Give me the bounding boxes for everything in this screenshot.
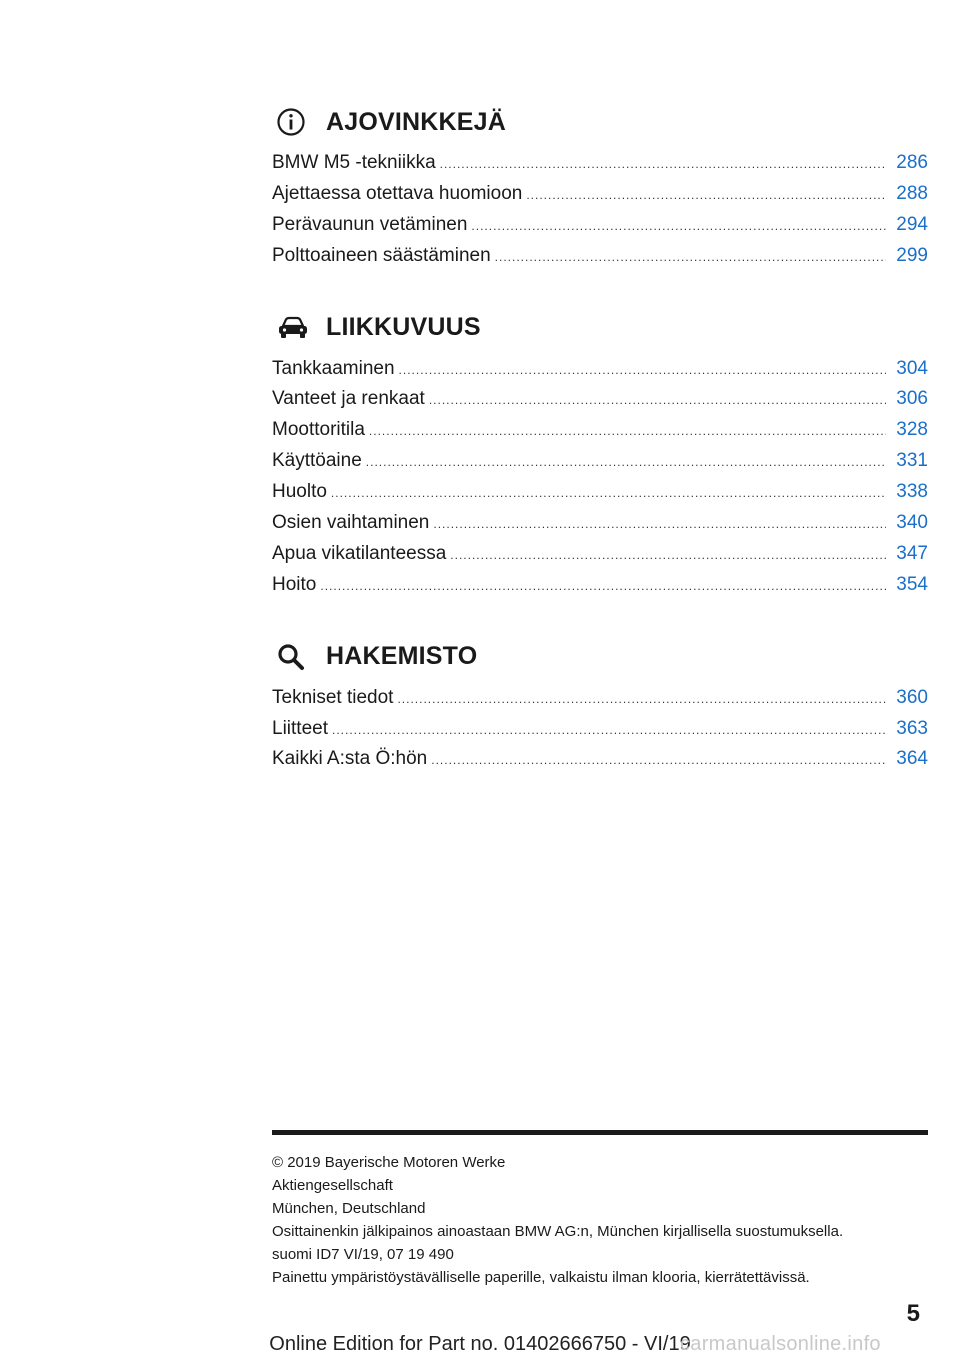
entry-label: Osien vaihtaminen <box>272 512 430 534</box>
section-liikkuvuus <box>272 306 928 601</box>
toc-entry[interactable] <box>272 570 928 601</box>
imprint-line: Aktiengesellschaft <box>272 1177 393 1194</box>
toc-entry[interactable] <box>272 179 928 210</box>
section-title: AJOVINKKEJÄ <box>326 107 507 136</box>
leader-dots <box>526 180 886 211</box>
entry-page-link[interactable]: 286 <box>896 152 928 173</box>
entry-page-link[interactable]: 331 <box>896 450 928 472</box>
entry-page-link[interactable]: 306 <box>896 388 928 410</box>
entry-label: Hoito <box>272 573 317 595</box>
entry-page-link[interactable]: 288 <box>896 182 928 204</box>
section-header <box>272 635 928 679</box>
entry-label: Moottoritila <box>272 419 365 441</box>
toc-entry[interactable] <box>272 446 928 477</box>
leader-dots <box>440 149 886 180</box>
search-icon <box>276 639 316 675</box>
entry-page-link[interactable]: 363 <box>896 717 928 739</box>
leader-dots <box>397 684 886 715</box>
entry-label: Huolto <box>272 481 327 503</box>
leader-dots <box>450 540 886 571</box>
leader-dots <box>399 355 886 386</box>
entry-label: Kaikki A:sta Ö:hön <box>272 748 428 770</box>
section-header <box>272 306 928 350</box>
toc-entry[interactable] <box>272 148 928 179</box>
online-edition-footer: Online Edition for Part no. 01402666750 - VI/19 <box>269 1333 691 1355</box>
imprint-line: Painettu ympäristöystävälliselle paperille, valkaistu ilman klooria, kierrätettävissä. <box>272 1269 810 1286</box>
car-icon <box>276 310 316 346</box>
imprint-line: München, Deutschland <box>272 1200 426 1217</box>
entry-page-link[interactable]: 347 <box>896 542 928 564</box>
entry-label: Tekniset tiedot <box>272 686 394 708</box>
toc-entry[interactable] <box>272 241 928 272</box>
entry-page-link[interactable]: 328 <box>896 419 928 441</box>
toc-entry[interactable] <box>272 477 928 508</box>
toc-entry[interactable] <box>272 384 928 415</box>
entry-label: Ajettaessa otettava huomioon <box>272 182 523 204</box>
entry-page-link[interactable]: 364 <box>896 748 928 770</box>
entry-page-link[interactable]: 304 <box>896 357 928 379</box>
entry-page-link[interactable]: 299 <box>896 244 928 266</box>
info-icon <box>276 104 316 140</box>
leader-dots <box>320 571 886 602</box>
toc-entry[interactable] <box>272 508 928 539</box>
table-of-contents <box>272 100 928 809</box>
entry-page-link[interactable]: 354 <box>896 573 928 595</box>
entry-page-link[interactable]: 360 <box>896 686 928 708</box>
leader-dots <box>369 416 886 447</box>
entry-label: Apua vikatilanteessa <box>272 542 447 564</box>
leader-dots <box>495 242 886 273</box>
leader-dots <box>331 478 886 509</box>
toc-entry[interactable] <box>272 415 928 446</box>
imprint-line: © 2019 Bayerische Motoren Werke <box>272 1154 506 1171</box>
entry-label: Tankkaaminen <box>272 357 395 379</box>
toc-entry[interactable] <box>272 354 928 385</box>
page-number: 5 <box>906 1300 920 1327</box>
entry-label: Vanteet ja renkaat <box>272 388 425 410</box>
entry-label: Liitteet <box>272 717 328 739</box>
entry-label: Käyttöaine <box>272 450 362 472</box>
toc-entry[interactable] <box>272 210 928 241</box>
entry-label: Polttoaineen säästäminen <box>272 244 491 266</box>
section-title: HAKEMISTO <box>326 642 478 671</box>
toc-entry[interactable] <box>272 714 928 745</box>
leader-dots <box>429 385 886 416</box>
toc-entry[interactable] <box>272 744 928 775</box>
entry-page-link[interactable]: 294 <box>896 213 928 235</box>
toc-entry[interactable] <box>272 539 928 570</box>
entry-page-link[interactable]: 338 <box>896 481 928 503</box>
imprint-line: suomi ID7 VI/19, 07 19 490 <box>272 1246 454 1263</box>
section-title: LIIKKUVUUS <box>326 313 481 342</box>
section-hakemisto <box>272 635 928 776</box>
entry-label: BMW M5 -tekniikka <box>272 152 436 173</box>
section-ajovinkkeja <box>272 100 928 272</box>
leader-dots <box>431 745 886 776</box>
leader-dots <box>471 211 886 242</box>
leader-dots <box>332 715 886 746</box>
divider <box>272 1130 928 1135</box>
leader-dots <box>433 509 886 540</box>
toc-entry[interactable] <box>272 683 928 714</box>
imprint-line: Osittainenkin jälkipainos ainoastaan BMW AG:n, München kirjallisella suostumuksella. <box>272 1223 844 1240</box>
imprint <box>272 1130 928 1289</box>
watermark: carmanualsonline.info <box>680 1333 881 1355</box>
leader-dots <box>366 447 886 478</box>
section-header <box>272 100 928 144</box>
entry-label: Perävaunun vetäminen <box>272 213 468 235</box>
entry-page-link[interactable]: 340 <box>896 512 928 534</box>
